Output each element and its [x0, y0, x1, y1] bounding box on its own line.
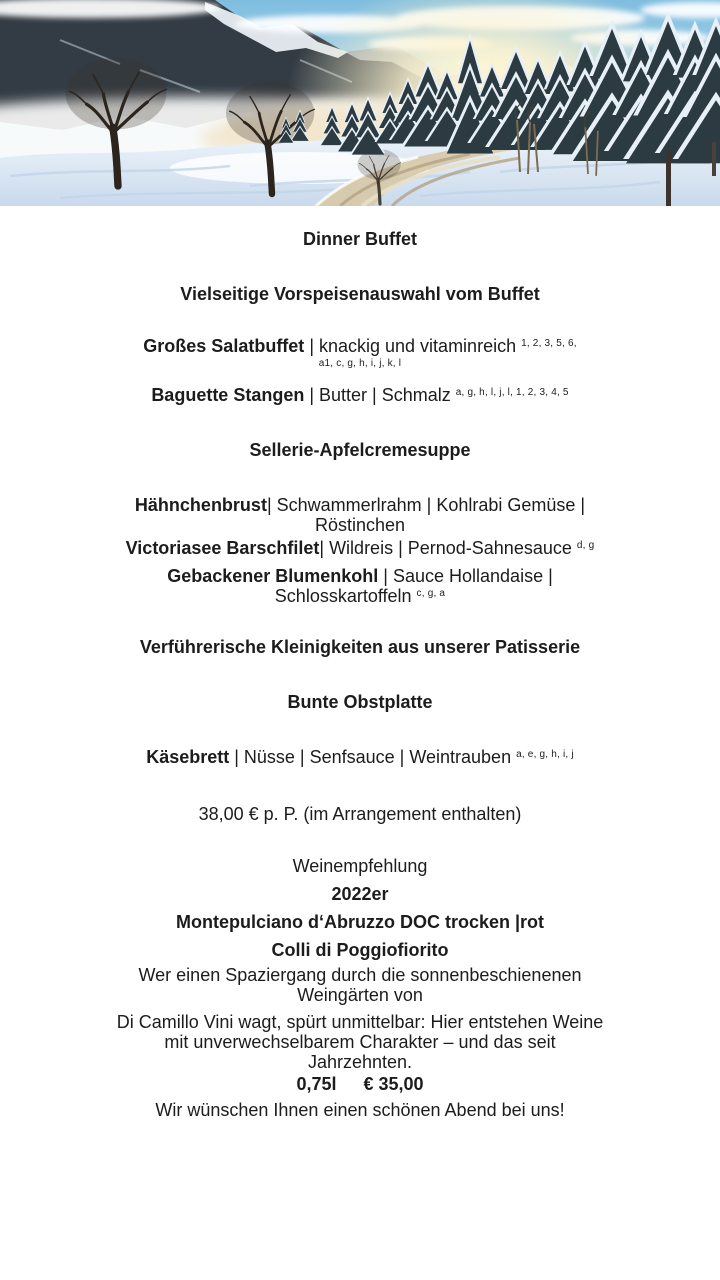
- item-details: | knackig und vitaminreich: [304, 336, 522, 356]
- menu-title: Dinner Buffet: [303, 229, 417, 249]
- allergen-codes: c, g, a: [416, 588, 446, 599]
- menu-item-baguette: [60, 385, 660, 405]
- item-name: Käsebrett: [146, 747, 230, 767]
- header-photo: [0, 0, 720, 206]
- wine-description-2: Di Camillo Vini wagt, spürt unmittelbar: Hier entstehen Weine mit unverwechselbarem Charakter – und das seit Jahrzehnten.: [116, 1012, 604, 1072]
- allergen-codes: a1, c, g, h, i, j, k, l: [318, 358, 402, 369]
- item-name: Großes Salatbuffet: [143, 336, 305, 356]
- item-details: | Schwammerlrahm | Kohlrabi Gemüse | Röstinchen: [266, 495, 586, 535]
- section-vorspeisen-heading: Vielseitige Vorspeisenauswahl vom Buffet: [180, 284, 540, 304]
- wine-estate: Colli di Poggiofiorito: [271, 940, 449, 960]
- wine-bottle-size: 0,75l: [296, 1074, 337, 1094]
- item-name: Hähnchenbrust: [134, 495, 267, 515]
- allergen-codes: a, e, g, h, i, j: [516, 749, 574, 760]
- allergen-codes: 1, 2, 3, 5, 6,: [521, 338, 577, 349]
- allergen-codes: d, g: [576, 540, 595, 551]
- menu-price-line: 38,00 € p. P. (im Arrangement enthalten): [198, 804, 522, 824]
- winter-landscape-photo: [0, 0, 720, 206]
- item-details: | Butter | Schmalz: [304, 385, 456, 405]
- menu-item-suppe: Sellerie-Apfelcremesuppe: [249, 440, 471, 460]
- menu-item-kaesebrett: [60, 747, 660, 767]
- menu-item-obstplatte: Bunte Obstplatte: [287, 692, 433, 712]
- wine-bottle-price: € 35,00: [363, 1074, 424, 1094]
- item-name: Baguette Stangen: [151, 385, 305, 405]
- menu-item-barschfilet: [60, 538, 660, 558]
- wine-price-line: [60, 1074, 660, 1094]
- menu-content: [0, 229, 720, 1120]
- wine-vintage: 2022er: [331, 884, 389, 904]
- wine-heading: Weinempfehlung: [292, 856, 428, 876]
- item-details: | Wildreis | Pernod-Sahnesauce: [319, 538, 577, 558]
- menu-item-salatbuffet: [60, 336, 660, 376]
- wine-name: Montepulciano d‘Abruzzo DOC trocken |rot: [175, 912, 545, 932]
- item-name: Victoriasee Barschfilet: [125, 538, 320, 558]
- section-patisserie-heading: Verführerische Kleinigkeiten aus unserer Patisserie: [139, 637, 581, 657]
- item-name: Gebackener Blumenkohl: [167, 566, 379, 586]
- allergen-codes: a, g, h, l, j, l, 1, 2, 3, 4, 5: [455, 387, 569, 398]
- menu-item-blumenkohl: [100, 566, 620, 606]
- menu-item-haehnchenbrust: [100, 495, 620, 535]
- farewell-line: Wir wünschen Ihnen einen schönen Abend bei uns!: [155, 1100, 565, 1120]
- item-details: | Sauce Hollandaise | Schlosskartoffeln: [274, 566, 553, 606]
- wine-description-1: Wer einen Spaziergang durch die sonnenbeschienenen Weingärten von: [138, 965, 582, 1005]
- item-details: | Nüsse | Senfsauce | Weintrauben: [229, 747, 517, 767]
